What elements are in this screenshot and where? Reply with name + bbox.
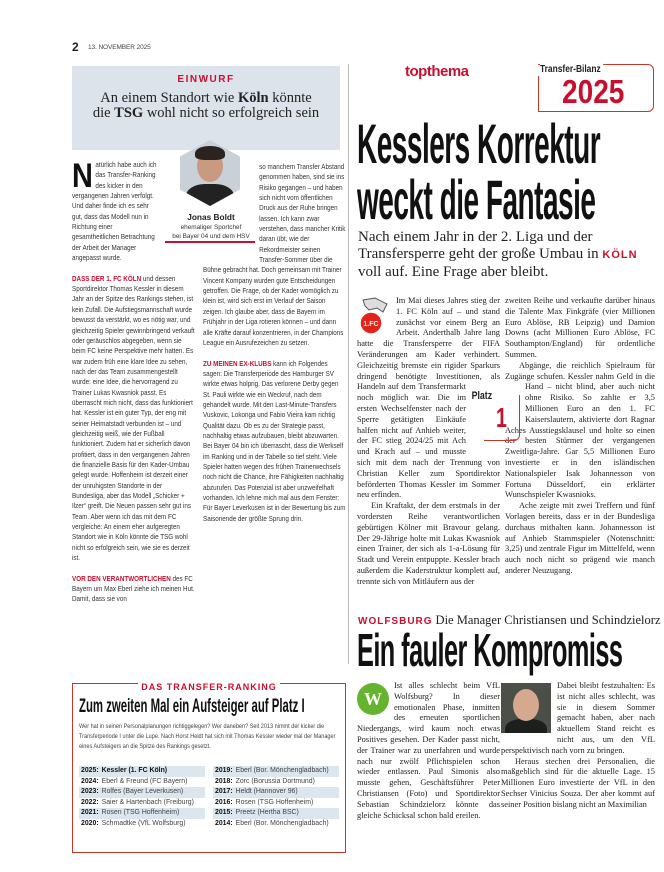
badge-year: 2025 xyxy=(562,73,625,110)
ranking-manager: Eberl (Bor. Mönchengladbach) xyxy=(235,767,329,774)
ranking-year: 2021: xyxy=(81,809,99,817)
ranking-year: 2015: xyxy=(215,809,233,817)
einwurf-header-box xyxy=(72,66,340,150)
ranking-row xyxy=(79,798,205,809)
title-bold: Köln xyxy=(238,90,269,106)
ranking-year: 2020: xyxy=(81,819,99,827)
paragraph: zweiten Reihe und verkaufte darüber hinaus die Talente Max Finkgräfe (vier Millionen Euro Ablöse, RB Leipzig) und Damion Downs (acht Millionen Euro Ablöse, FC Southampton/England) für ordentliche Summen. xyxy=(505,296,655,359)
paragraph-lead: ZU MEINEN EX-KLUBS xyxy=(203,358,272,368)
paragraph: des FC Bayern um Max Eberl ziehe ich meinen Hut. Damit, dass sie von xyxy=(72,573,195,604)
ranking-manager: Rosen (TSG Hoffenheim) xyxy=(235,798,314,806)
ranking-manager: Rosen (TSG Hoffenheim) xyxy=(101,809,180,817)
wolfsburg-headline: Ein fauler Kompromiss xyxy=(357,624,623,676)
ranking-row xyxy=(79,787,205,798)
wolfsburg-column-a xyxy=(357,681,500,821)
einwurf-kicker: EINWURF xyxy=(177,74,235,85)
deck-city: KÖLN xyxy=(602,249,638,261)
badge-label: Transfer-Bilanz xyxy=(540,63,603,75)
headline-line-1: Kesslers Korrektur xyxy=(357,112,601,175)
ranking-manager: Preetz (Hertha BSC) xyxy=(235,809,299,817)
kicker-text: Die Manager Christiansen und Schindzielorz xyxy=(435,613,661,627)
paragraph: und dessen Sportdirektor Thomas Kessler in diesem Jahr an der Spitze des Rankings stehen, ist kein Zufall. Die Aufstiegsmannschaft wurde bewusst da verstärkt, wo es nötig war, und gleichzeitig Spieler gewinnbringend verkauft oder geräuschlos abgegeben, wenn sie beim FC keine Perspektive mehr hatten. Es war zudem früh eine klare Idee zu sehen, nach der das Team zusammengestellt wurde: eine Idee, die hervorragend zu Trainer Lukas Kwasniok passt. Es überrascht mich nicht, dass das funktioniert hat. Kessler ist ein guter Typ, der eng mit seiner Heimatstadt verbunden ist – und gleichzeitig weiß, wie der Fußball funktioniert. Zudem hat er sicherlich davon profitiert, dass in den vergangenen Jahren die finanzielle Basis für den Kader-Umbau gelegt wurde. Hoffenheim ist derzeit einer der unruhigsten Standorte in der Bundesliga, aber das Modell „Schicker + Ilzer“ greift. Die Neuen passen sehr gut ins Team. Aber wenn ich das mit dem FC vergleiche: An einem eher aufgeregten Standort wie in Köln könnte die TSG wohl nicht so erfolgreich sein, wie sie es derzeit ist. xyxy=(72,273,195,563)
ranking-row xyxy=(213,787,339,798)
ranking-year: 2024: xyxy=(81,777,99,785)
ranking-year: 2019: xyxy=(215,767,233,774)
title-bold: TSG xyxy=(114,105,144,121)
paragraph: Ist alles schlecht beim VfL Wolfsburg? In dieser emotionalen Phase, inmitten des erneuten sportlichen Niedergangs, wird kaum noch etwas Positives gesehen. Der Kader passt nicht, der Trainer war zu unerfahren und wurde nach nur zwölf Pflichtspielen schon wieder entlassen. Paul Simonis also musste gehen, Geschäftsführer Peter Christiansen (Foto) und Sportdirektor Sebastian Schindzielorz könnte das gleiche Schicksal schon bald ereilen. xyxy=(357,681,500,820)
ranking-row xyxy=(213,777,339,788)
article-column-a xyxy=(357,296,500,588)
title-text: An einem Standort wie xyxy=(100,90,238,106)
ranking-manager: Zorc (Borussia Dortmund) xyxy=(235,777,315,785)
ranking-kicker-text: DAS TRANSFER-RANKING xyxy=(138,682,280,692)
paragraph: aber auch nicht ohne Risiko. So zahlte er 3,5 Millionen Euro an den 1. FC Kaiserslautern, aktivierte dort Ragnar Aches Ausstiegsklausel und holte so einen der besten Stürmer der vergangenen Zweitliga-Jahre. Gar 5,5 Millionen Euro investierte er in den isländischen Nationalspieler Isak Johannesson von Fortuna Düsseldorf, ein erklärter Wunschspieler Kwasnioks. xyxy=(505,382,655,500)
paragraph: kann ich Folgendes sagen: Die Transferperiode des Hamburger SV wirkte etwas holprig. Das verlorene Derby gegen St. Pauli wirkte wie ein Weckruf, nach dem gehandelt wurde. Mit den Last-Minute-Transfers Vuskovic, Lokonga und Fabio Vieira kam richtig Qualität dazu. Ob es zu der Strategie passt, nachhaltig etwas aufzubauen, bleibt abzuwarten. Bei Bayer 04 bin ich überrascht, dass die Werkself im Ranking und in der Tabelle so tief steht. Viele Spieler hatten wegen des frühen Trainerwechsels noch nicht die Chance, ihre Fähigkeiten nachhaltig abzurufen. Das Potenzial ist aber unzweifelhaft vorhanden. Ich lehne mich mal aus dem Fenster: Für Bayer Leverkusen ist in der Bewertung bis zum Saisonende der größte Sprung drin. xyxy=(203,358,346,523)
einwurf-column-2 xyxy=(203,162,346,534)
topthema-logo: topthema xyxy=(405,63,469,80)
ranking-row xyxy=(213,766,339,777)
ranking-row xyxy=(79,766,205,777)
christiansen-photo xyxy=(501,683,551,733)
drop-cap: N xyxy=(72,157,93,195)
title-text: die xyxy=(92,105,115,121)
ranking-list-right xyxy=(213,766,339,830)
deck-text: Nach einem Jahr in der 2. Liga und der Transfersperre geht der große Umbau in xyxy=(358,229,603,262)
ranking-year: 2022: xyxy=(81,798,99,806)
paragraph: Dabei bleibt festzuhalten: Es ist nicht alles schlecht, was sie in diesem Sommer gemacht haben, aber nach aktuellem Stand reicht es nicht aus, um den VfL perspektivisch nach vorn zu bringen. xyxy=(501,681,655,755)
ranking-year: 2014: xyxy=(215,819,233,827)
ranking-row xyxy=(213,819,339,830)
einwurf-title xyxy=(72,91,340,121)
paragraph-lead: VOR DEN VERANTWORTLICHEN xyxy=(72,573,171,583)
ranking-manager: Rolfes (Bayer Leverkusen) xyxy=(101,788,184,796)
ranking-intro: Wer hat in seinen Personalplanungen richtiggelegen? Wer daneben? Seit 2013 nimmt der kicker die Transferperiode I unter die Lupe. Nach Horst Heldt hat sich mit Thomas Kessler wieder mal der Manager eines Aufsteigers an die Spitze des Rankings gesetzt. xyxy=(79,723,336,750)
page-number: 2 xyxy=(72,40,79,54)
issue-date: 13. NOVEMBER 2025 xyxy=(88,44,151,51)
svg-text:1.FC: 1.FC xyxy=(363,321,379,328)
ranking-manager: Schmadtke (VfL Wolfsburg) xyxy=(101,819,186,827)
ranking-row xyxy=(79,777,205,788)
ranking-year: 2016: xyxy=(215,798,233,806)
deck-text: voll auf. Eine Frage aber bleibt. xyxy=(358,264,549,280)
ranking-manager: Kessler (1. FC Köln) xyxy=(101,767,168,774)
paragraph: Abgänge, die reichlich Spielraum für Zugänge schufen. Kessler nahm Geld in die Hand – nicht blind, xyxy=(505,360,655,392)
ranking-manager: Eberl & Freund (FC Bayern) xyxy=(101,777,188,785)
wolfsburg-column-b xyxy=(501,681,655,811)
title-text: könnte xyxy=(268,90,312,106)
paragraph: so manchem Transfer Abstand genommen haben, sind sie ins Risiko gegangen – und haben sich nicht vom öffentlichen Druck aus der Ruhe bringen lassen. Ich kann zwar verstehen, dass mancher Kritik daran übt, wie der Rekordmeister seinen Transfer-Sommer über die Bühne gebracht hat. Doch gemeinsam mit Trainer Vincent Kompany wurden gute Entscheidungen getroffen. Die Frage, ob der Kader womöglich zu klein ist, wird sich erst im Verlauf der Saison zeigen. Ich glaube aber, dass die Bayern im Frühjahr in der Liga rotieren können – und dann alle Kräfte darauf konzentrieren, in der Champions League ein Ausrufezeichen zu setzen. xyxy=(203,162,346,347)
ranking-year: 2025: xyxy=(81,767,99,774)
badge-border xyxy=(538,76,539,112)
column-divider xyxy=(348,64,349,664)
paragraph-lead: DASS DER 1. FC KÖLN xyxy=(72,273,142,283)
title-text: wohl nicht so erfolgreich sein xyxy=(143,105,320,121)
ranking-title: Zum zweiten Mal ein Aufsteiger auf Platz I xyxy=(79,696,305,717)
ranking-manager: Eberl (Bor. Mönchengladbach) xyxy=(235,819,329,827)
ranking-row xyxy=(213,808,339,819)
ranking-year: 2018: xyxy=(215,777,233,785)
article-column-b xyxy=(505,296,655,577)
transfer-ranking-box xyxy=(72,683,346,853)
ranking-manager: Saier & Hartenbach (Freiburg) xyxy=(101,798,194,806)
einwurf-column-1 xyxy=(72,157,196,615)
paragraph: Transfermarkt noch möglich war. Die im ersten Wechselfenster nach der Sperre getätigten Einkäufe halfen nicht auf Anhieb weiter, der FC stieg 2024/25 mit Ach und Krach auf – und musste sich mit dem nach der Trennung von Christian Keller zum Sportdirektor beförderten Thomas Kessler im Sommer neu erfinden. xyxy=(357,382,500,500)
ranking-manager: Heldt (Hannover 96) xyxy=(235,788,298,796)
author-name: Jonas Boldt xyxy=(187,212,235,222)
article-deck xyxy=(358,229,658,281)
platz-label: Platz xyxy=(471,390,493,402)
author-role-line: ehemaliger Sportchef xyxy=(180,224,242,231)
paragraph: Ache zeigte mit zwei Treffern und fünf Vorlagen bereits, dass er in der Bundesliga durchaus mithalten kann. Johannesson ist auf Anhieb Stammspieler (Notenschnitt: 3,25) und zentrale Figur im Mittelfeld, wenn auch noch nicht so prägend wie manch anderer Neuzugang. xyxy=(505,501,655,575)
author-role-line: bei Bayer 04 und dem HSV xyxy=(172,233,250,240)
ranking-year: 2017: xyxy=(215,788,233,796)
ranking-row xyxy=(213,798,339,809)
paragraph: Ein Kraftakt, der dem erstmals in der vordersten Reihe verantwortlichen gebürtigen Kölner mit Bravour gelang. Der 29-Jährige holte mit Lukas Kwasniok einen Trainer, der sich als 1-a-Lösung für Stadt und Verein entpuppte. Kessler brach außerdem die Kaderstruktur komplett auf, trennte sich von Mitläufern aus der xyxy=(357,501,500,586)
headline-line-2: weckt die Fantasie xyxy=(357,168,596,231)
paragraph: atürlich habe auch ich das Transfer-Ranking des kicker in den vergangenen Jahren verfolgt. Und daher finde ich es sehr gut, dass das Modell nun in Richtung einer gesamtheitlichen Betrachtung der Arbeit der Manager angepasst wurde. xyxy=(72,160,157,263)
kicker-club: WOLFSBURG xyxy=(358,616,433,627)
paragraph: Heraus stechen drei Personalien, die maßgeblich sind für die aktuelle Lage. 15 Millionen Euro investierte der VfL in den Sechser Vinicius Souza. Der aber kommt auf seiner Position bislang nicht an Maximilian xyxy=(501,756,655,809)
ranking-row xyxy=(79,819,205,830)
ranking-list-left xyxy=(79,766,205,830)
platz-number: 1 xyxy=(496,402,507,433)
ranking-row xyxy=(79,808,205,819)
ranking-kicker xyxy=(73,677,345,695)
vfl-wolfsburg-logo-icon: W xyxy=(357,683,389,715)
paragraph: Im Mai dieses Jahres stieg der 1. FC Köln auf – und stand zunächst vor einem Berg an Arbeit. Anderthalb Jahre lang hatte die Transfersperre der FIFA Veränderungen am Kader verhindert. Gleichzeitig bremste ein rigider Sparkurs dringend benötigte Investitionen, als Handeln auf dem xyxy=(357,296,500,392)
fc-koeln-logo-icon xyxy=(357,296,393,336)
ranking-year: 2023: xyxy=(81,788,99,796)
